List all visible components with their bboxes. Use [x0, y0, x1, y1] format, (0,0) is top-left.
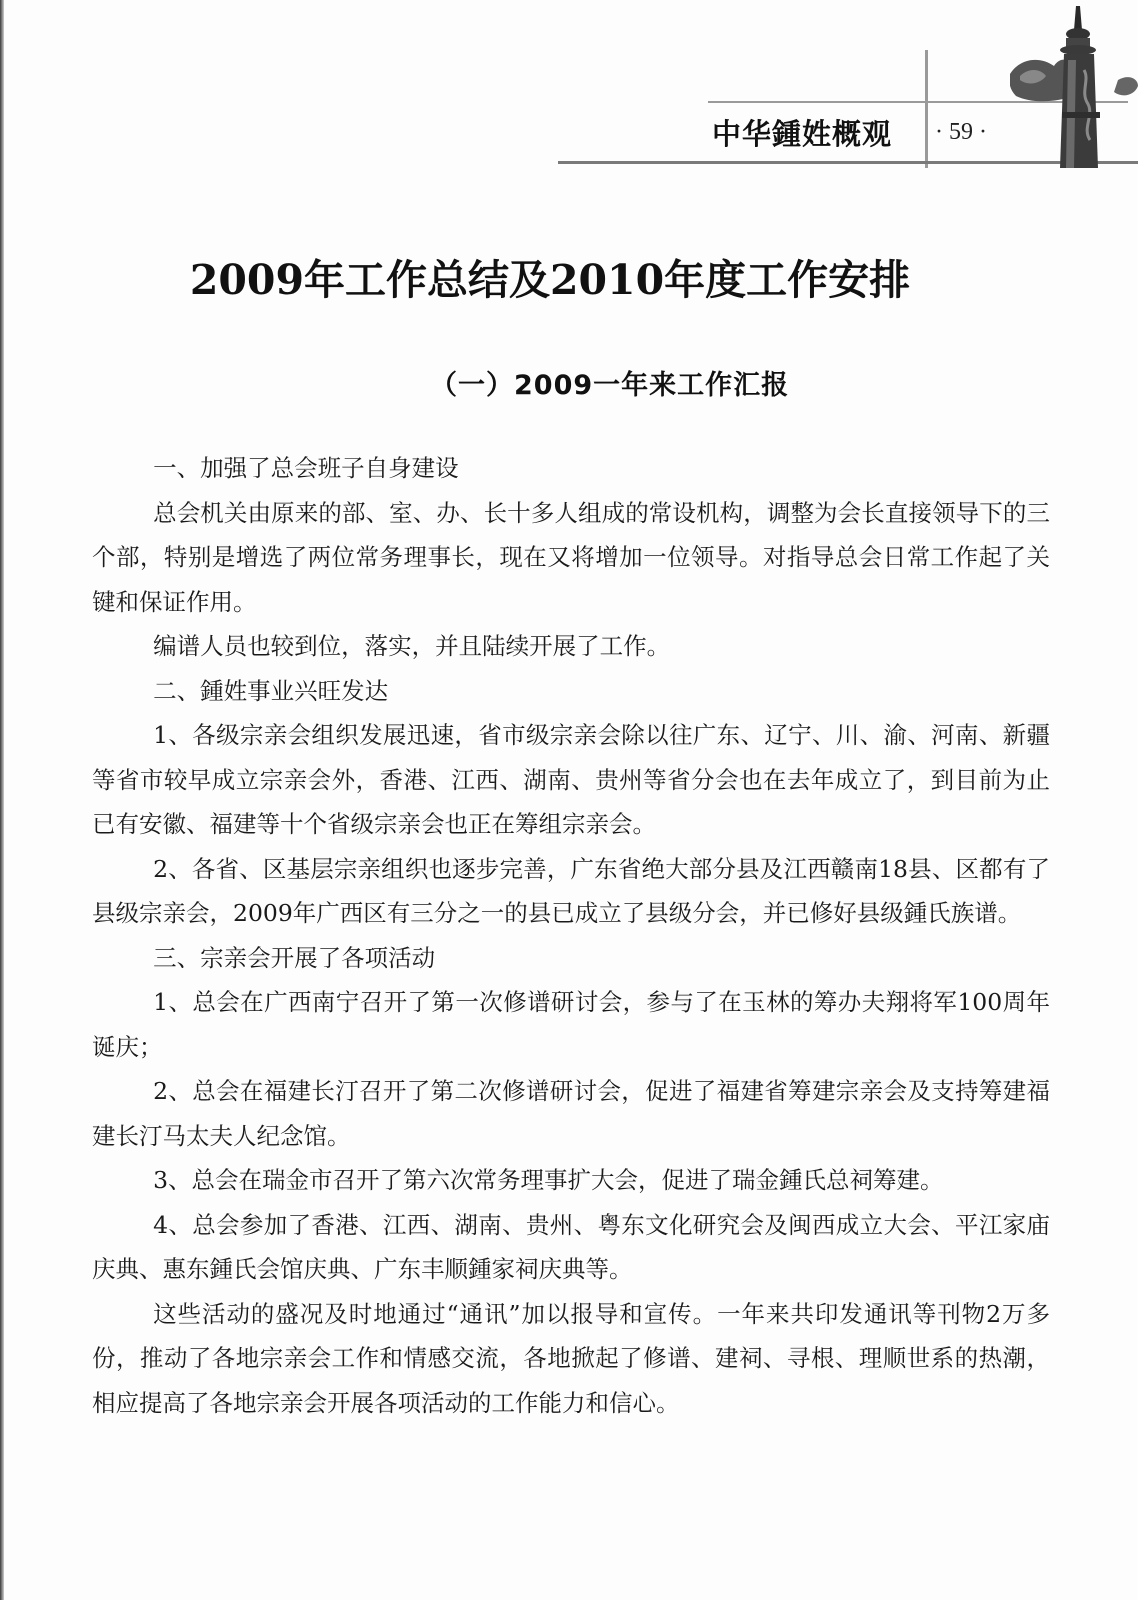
paragraph: 1、各级宗亲会组织发展迅速，省市级宗亲会除以往广东、辽宁、川、渝、河南、新疆等省市较早成立宗亲会外，香港、江西、湖南、贵州等省分会也在去年成立了，到目前为止已有安徽、福建等十个省级宗亲会也正在筹组宗亲会。	[92, 721, 1050, 838]
huabiao-pillar-icon	[1010, 0, 1138, 168]
paragraph: 3、总会在瑞金市召开了第六次常务理事扩大会，促进了瑞金鍾氏总祠筹建。	[153, 1166, 944, 1194]
running-title: 中华鍾姓概观	[712, 117, 893, 151]
paragraph: 这些活动的盛况及时地通过“通讯”加以报导和宣传。一年来共印发通讯等刊物2万多份，推动了各地宗亲会工作和情感交流，各地掀起了修谱、建祠、寻根、理顺世系的热潮，相应提高了各地宗亲会开展各项活动的工作能力和信心。	[92, 1299, 1050, 1417]
paragraph: 总会机关由原来的部、室、办、长十多人组成的常设机构，调整为会长直接领导下的三个部，特别是增选了两位常务理事长，现在又将增加一位领导。对指导总会日常工作起了关键和保证作用。	[92, 498, 1050, 616]
paragraph: 2、各省、区基层宗亲组织也逐步完善，广东省绝大部分县及江西赣南18县、区都有了县级宗亲会，2009年广西区有三分之一的县已成立了县级分会，并已修好县级鍾氏族谱。	[92, 854, 1050, 927]
paragraph-heading: 二、鍾姓事业兴旺发达	[153, 676, 389, 705]
document-title: 2009年工作总结及2010年度工作安排	[189, 256, 911, 304]
paragraph: 1、总会在广西南宁召开了第一次修谱研讨会，参与了在玉林的筹办夫翔将军100周年诞庆；	[92, 988, 1050, 1061]
paragraph: 编谱人员也较到位，落实，并且陆续开展了工作。	[153, 632, 671, 660]
paragraph-heading: 三、宗亲会开展了各项活动	[153, 943, 436, 972]
section-subtitle: （一）2009一年来工作汇报	[430, 370, 790, 401]
page-edge-shadow	[0, 0, 4, 1600]
paragraph: 2、总会在福建长汀召开了第二次修谱研讨会，促进了福建省筹建宗亲会及支持筹建福建长汀马太夫人纪念馆。	[92, 1077, 1050, 1150]
page-number: · 59 ·	[935, 119, 987, 145]
paragraph-heading: 一、加强了总会班子自身建设	[153, 454, 459, 482]
header-rule-vertical	[925, 50, 928, 168]
body-text	[92, 446, 1050, 1425]
paragraph: 4、总会参加了香港、江西、湖南、贵州、粤东文化研究会及闽西成立大会、平江家庙庆典、惠东鍾氏会馆庆典、广东丰顺鍾家祠庆典等。	[92, 1210, 1050, 1283]
